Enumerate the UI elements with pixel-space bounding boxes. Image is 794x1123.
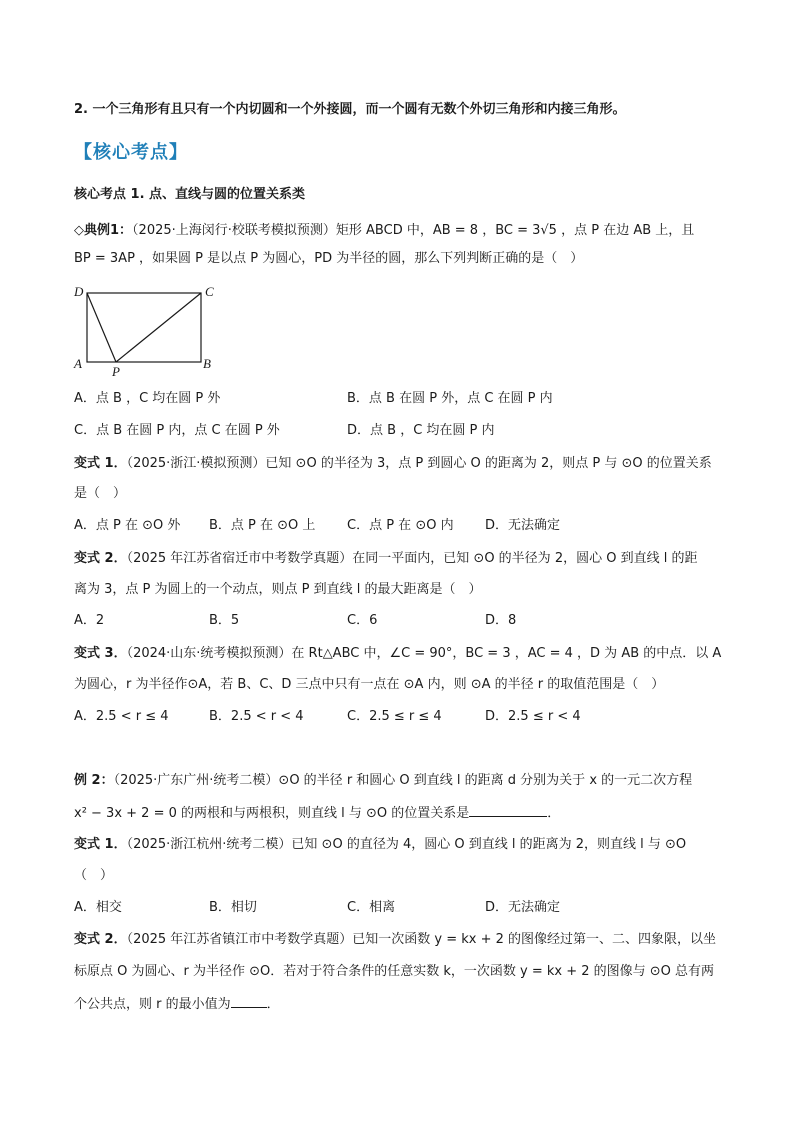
ex2v1-option-b[interactable]: B．相切 xyxy=(209,900,257,915)
ex2v1-label: 变式 1． xyxy=(74,837,127,852)
v3-option-c[interactable]: C．2.5 ≤ r ≤ 4 xyxy=(347,709,442,724)
rectangle-figure xyxy=(70,280,230,380)
ex2v1-option-d[interactable]: D．无法确定 xyxy=(485,900,561,915)
v3-line1 xyxy=(74,645,721,663)
intro-note: 2. 一个三角形有且只有一个内切圆和一个外接圆，而一个圆有无数个外切三角形和内接三角形。 xyxy=(74,102,626,117)
v1-option-c[interactable]: C．点 P 在 ⊙O 内 xyxy=(347,518,454,533)
v2-line2: 离为 3，点 P 为圆上的一个动点，则点 P 到直线 l 的最大距离是（ ） xyxy=(74,582,482,597)
ex1-line1 xyxy=(74,222,694,240)
v3-option-b[interactable]: B．2.5 < r < 4 xyxy=(209,709,304,724)
label-a: A xyxy=(74,356,82,371)
label-d: D xyxy=(74,284,84,299)
segment-pc xyxy=(116,293,201,362)
ex2-text1: （2025·广东广州·统考二模）⊙O 的半径 r 和圆心 O 到直线 l 的距离 d 分别为关于 x 的一元二次方程 xyxy=(113,773,693,788)
v2-text1: （2025 年江苏省宿迁市中考数学真题）在同一平面内，已知 ⊙O 的半径为 2，圆心 O 到直线 l 的距 xyxy=(126,551,698,566)
ex2v2-text1: （2025 年江苏省镇江市中考数学真题）已知一次函数 y = kx + 2 的图像经过第一、二、四象限，以坐 xyxy=(126,932,717,947)
ex2-line2 xyxy=(74,804,560,823)
ex2-label: 例 2： xyxy=(74,773,114,788)
ex2v1-option-c[interactable]: C．相离 xyxy=(347,900,396,915)
label-c: C xyxy=(205,284,214,299)
v1-option-b[interactable]: B．点 P 在 ⊙O 上 xyxy=(209,518,316,533)
v3-line2: 为圆心，r 为半径作⊙A，若 B、C、D 三点中只有一点在 ⊙A 内，则 ⊙A 的半径 r 的取值范围是（ ） xyxy=(74,677,665,692)
v3-option-d[interactable]: D．2.5 ≤ r < 4 xyxy=(485,709,581,724)
ex2-text2-end: ． xyxy=(547,806,561,821)
v2-option-a[interactable]: A．2 xyxy=(74,613,105,628)
v2-option-b[interactable]: B．5 xyxy=(209,613,240,628)
ex2v2-text3-end: ． xyxy=(266,997,280,1012)
ex2v2-line3 xyxy=(74,995,280,1014)
ex1-option-c[interactable]: C．点 B 在圆 P 内，点 C 在圆 P 外 xyxy=(74,423,280,438)
v1-line1 xyxy=(74,455,712,473)
ex2v2-line1 xyxy=(74,931,716,949)
label-b: B xyxy=(203,356,211,371)
v1-option-a[interactable]: A．点 P 在 ⊙O 外 xyxy=(74,518,181,533)
v2-label: 变式 2． xyxy=(74,551,127,566)
topic-heading: 核心考点 1. 点、直线与圆的位置关系类 xyxy=(74,187,306,202)
label-p: P xyxy=(112,364,120,379)
ex2v1-option-a[interactable]: A．相交 xyxy=(74,900,122,915)
ex2v2-text3: 个公共点，则 r 的最小值为 xyxy=(74,997,231,1012)
ex2v1-line2: （ ） xyxy=(74,868,114,883)
v1-label: 变式 1． xyxy=(74,456,127,471)
v3-label: 变式 3． xyxy=(74,646,127,661)
section-title: 【核心考点】 xyxy=(74,142,188,163)
v3-text1: （2024·山东·统考模拟预测）在 Rt△ABC 中，∠C = 90°，BC = 3 ，AC = 4 ，D 为 AB 的中点．以 A xyxy=(126,646,722,661)
ex1-line2: BP = 3AP ，如果圆 P 是以点 P 为圆心，PD 为半径的圆，那么下列判断正确的是（ ） xyxy=(74,251,584,266)
ex2-text2: x² − 3x + 2 = 0 的两根和与两根积，则直线 l 与 ⊙O 的位置关系是 xyxy=(74,806,470,821)
v1-text1: （2025·浙江·模拟预测）已知 ⊙O 的半径为 3，点 P 到圆心 O 的距离为 2，则点 P 与 ⊙O 的位置关系 xyxy=(126,456,712,471)
v1-option-d[interactable]: D．无法确定 xyxy=(485,518,561,533)
ex1-label: ◇典例1： xyxy=(74,223,133,238)
ex2v1-text1: （2025·浙江杭州·统考二模）已知 ⊙O 的直径为 4，圆心 O 到直线 l 的距离为 2，则直线 l 与 ⊙O xyxy=(126,837,687,852)
v2-option-d[interactable]: D．8 xyxy=(485,613,517,628)
rect-abcd xyxy=(87,293,201,362)
ex2v2-label: 变式 2． xyxy=(74,932,127,947)
v2-line1 xyxy=(74,550,697,568)
v3-option-a[interactable]: A．2.5 < r ≤ 4 xyxy=(74,709,169,724)
ex1-option-d[interactable]: D．点 B ，C 均在圆 P 内 xyxy=(347,423,495,438)
ex2v2-answer-blank[interactable] xyxy=(231,995,267,1008)
ex2v1-line1 xyxy=(74,836,686,854)
ex1-option-b[interactable]: B．点 B 在圆 P 外，点 C 在圆 P 内 xyxy=(347,391,553,406)
v1-line2: 是（ ） xyxy=(74,486,127,501)
ex2-answer-blank[interactable] xyxy=(469,804,547,817)
ex1-text1: （2025·上海闵行·校联考模拟预测）矩形 ABCD 中，AB = 8 ，BC = 3√5 ，点 P 在边 AB 上，且 xyxy=(132,223,695,238)
segment-pd xyxy=(87,293,116,362)
ex2v2-line2: 标原点 O 为圆心、r 为半径作 ⊙O．若对于符合条件的任意实数 k，一次函数 y = kx + 2 的图像与 ⊙O 总有两 xyxy=(74,964,715,979)
ex1-option-a[interactable]: A．点 B ，C 均在圆 P 外 xyxy=(74,391,221,406)
v2-option-c[interactable]: C．6 xyxy=(347,613,378,628)
ex2-line1 xyxy=(74,772,692,790)
